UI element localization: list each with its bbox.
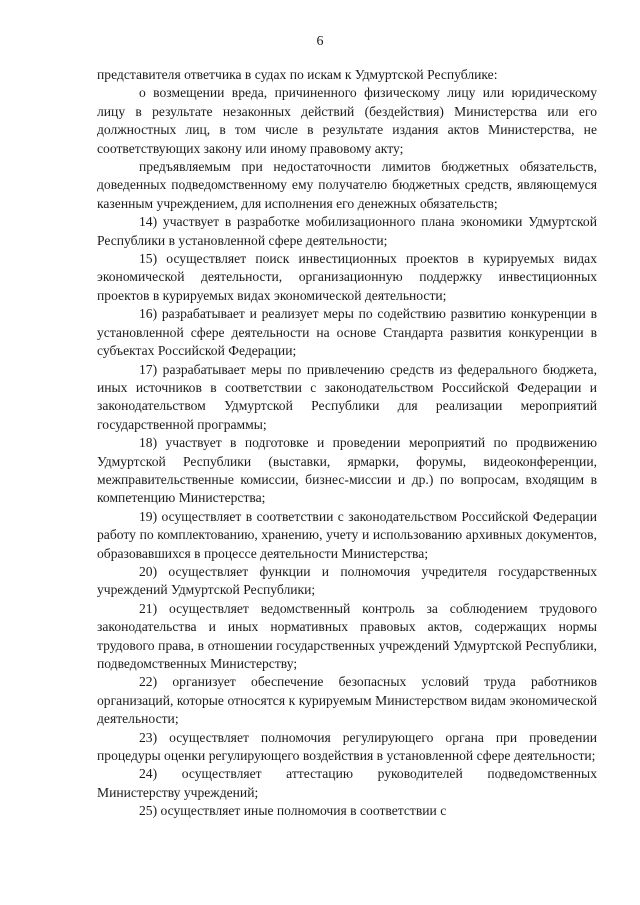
- paragraph-item-18: 18) участвует в подготовке и проведении мероприятий по продвижению Удмуртской Республики (выставки, ярмарки, форумы, видеоконференции, межправительственные комиссии, бизнес-миссии и др.) по вопросам, входящим в компетенцию Министерства;: [97, 435, 597, 506]
- paragraph-item-23: 23) осуществляет полномочия регулирующего органа при проведении процедуры оценки регулирующего воздействия в установленной сфере деятельности;: [97, 729, 597, 764]
- document-body: [97, 66, 597, 821]
- paragraph-damages: о возмещении вреда, причиненного физическому лицу или юридическому лицу в результате незаконных действий (бездействия) Министерства или его должностных лиц, в том числе в результате издания актов Министерства, не соответствующих закону или иному правовому акту;: [97, 85, 597, 156]
- paragraph-item-14: 14) участвует в разработке мобилизационного плана экономики Удмуртской Республики в установленной сфере деятельности;: [97, 214, 597, 248]
- paragraph-item-15: 15) осуществляет поиск инвестиционных проектов в курируемых видах экономической деятельности, организационную поддержку инвестиционных проектов в курируемых видах экономической деятельности;: [97, 251, 597, 303]
- paragraph-item-20: 20) осуществляет функции и полномочия учредителя государственных учреждений Удмуртской Республики;: [97, 563, 597, 598]
- paragraph-item-16: 16) разрабатывает и реализует меры по содействию развитию конкуренции в установленной сфере деятельности на основе Стандарта развития конкуренции в субъектах Российской Федерации;: [97, 306, 597, 359]
- paragraph-claims: предъявляемым при недостаточности лимитов бюджетных обязательств, доведенных подведомственному ему получателю бюджетных средств, являющемуся казенным учреждением, для исполнения его денежных обязательств;: [97, 159, 597, 211]
- paragraph-item-19: 19) осуществляет в соответствии с законодательством Российской Федерации работу по комплектованию, хранению, учету и использованию архивных документов, образовавшихся в процессе деятельности Министерства;: [97, 508, 597, 561]
- paragraph-intro: представителя ответчика в судах по искам к Удмуртской Республике:: [97, 67, 498, 82]
- paragraph-item-25: 25) осуществляет иные полномочия в соответствии с: [139, 803, 447, 819]
- paragraph-item-21: 21) осуществляет ведомственный контроль за соблюдением трудового законодательства и иных нормативных правовых актов, содержащих нормы трудового права, в отношении государственных учреждений Удмуртской Республики, подведомственных Министерству;: [97, 600, 597, 671]
- paragraph-item-22: 22) организует обеспечение безопасных условий труда работников организаций, которые относятся к курируемым Министерством видам экономической деятельности;: [97, 674, 597, 727]
- paragraph-item-24: 24) осуществляет аттестацию руководителей подведомственных Министерству учреждений;: [97, 766, 597, 800]
- page-number: 6: [316, 34, 324, 49]
- paragraph-item-17: 17) разрабатывает меры по привлечению средств из федерального бюджета, иных источников в соответствии с законодательством Российской Федерации и законодательством Удмуртской Республики для реализации мероприятий государственной программы;: [97, 361, 597, 432]
